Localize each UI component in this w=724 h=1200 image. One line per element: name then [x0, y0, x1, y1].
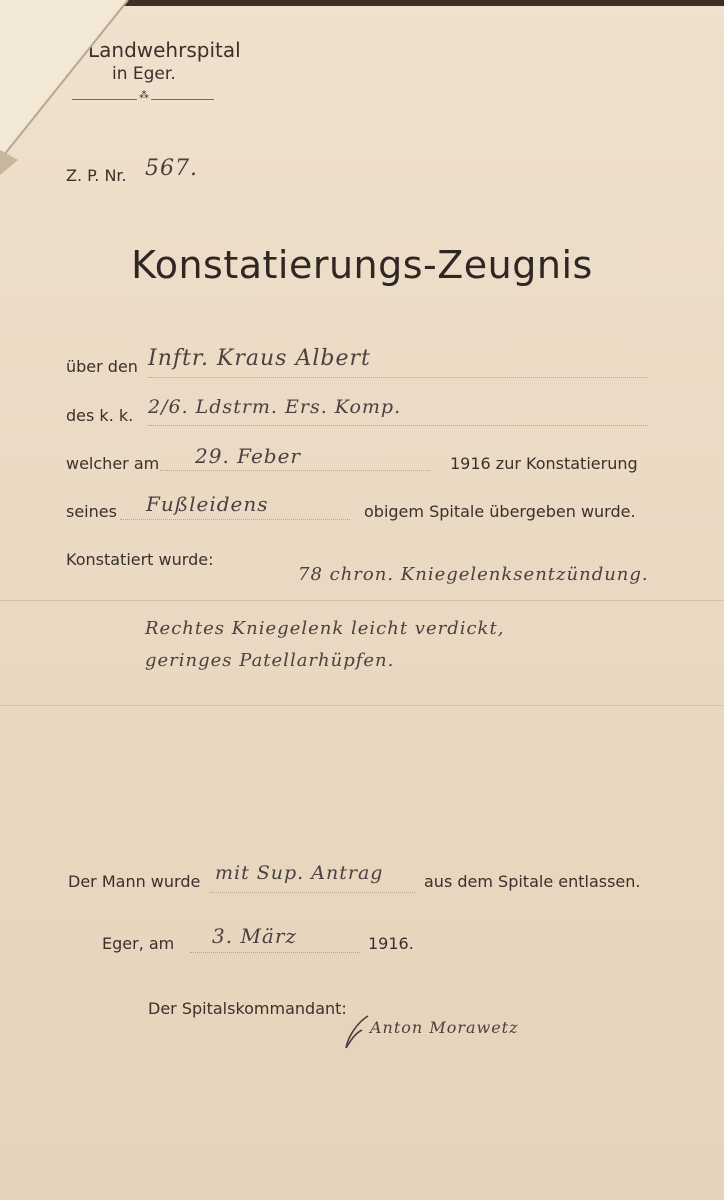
header-ornament: ⁂ — [139, 90, 149, 101]
welcher-suffix: 1916 zur Konstatierung — [450, 454, 638, 473]
seines-suffix: obigem Spitale übergeben wurde. — [364, 502, 636, 521]
welcher-label: welcher am — [66, 454, 160, 473]
seines-line — [120, 519, 350, 520]
ueber-label: über den — [66, 357, 138, 376]
des-label: des k. k. — [66, 406, 134, 425]
welcher-value: 29. Feber — [195, 444, 301, 468]
finding-line-2: geringes Patellarhüpfen. — [145, 650, 395, 671]
place-label: Eger, am — [102, 934, 175, 953]
year-value: 1916. — [368, 934, 414, 953]
konstatiert-label: Konstatiert wurde: — [66, 550, 214, 569]
commander-signature: Anton Morawetz — [370, 1018, 519, 1037]
folded-corner — [0, 0, 135, 175]
seines-value: Fußleidens — [146, 492, 269, 516]
discharge-prefix: Der Mann wurde — [68, 872, 201, 891]
des-line — [148, 425, 648, 426]
diagnosis-value: 78 chron. Kniegelenksentzündung. — [298, 564, 649, 585]
file-number-label: Z. P. Nr. — [66, 166, 127, 185]
discharge-suffix: aus dem Spitale entlassen. — [424, 872, 641, 891]
institution-place: in Eger. — [112, 64, 176, 84]
finding-line-1: Rechtes Kniegelenk leicht verdickt, — [145, 618, 505, 639]
date-line — [190, 952, 360, 953]
discharge-value: mit Sup. Antrag — [215, 862, 384, 884]
welcher-line — [160, 470, 430, 471]
document-title: Konstatierungs-Zeugnis — [131, 243, 593, 287]
fold-line — [0, 705, 724, 706]
seines-label: seines — [66, 502, 117, 521]
file-number-value: 567. — [145, 156, 198, 181]
discharge-line — [210, 892, 415, 893]
ueber-value: Inftr. Kraus Albert — [148, 346, 371, 371]
des-value: 2/6. Ldstrm. Ers. Komp. — [148, 396, 402, 418]
commander-label: Der Spitalskommandant: — [148, 999, 347, 1018]
fold-line — [0, 600, 724, 601]
institution-name: Landwehrspital — [88, 38, 241, 62]
ueber-line — [148, 377, 648, 378]
date-value: 3. März — [212, 924, 297, 948]
